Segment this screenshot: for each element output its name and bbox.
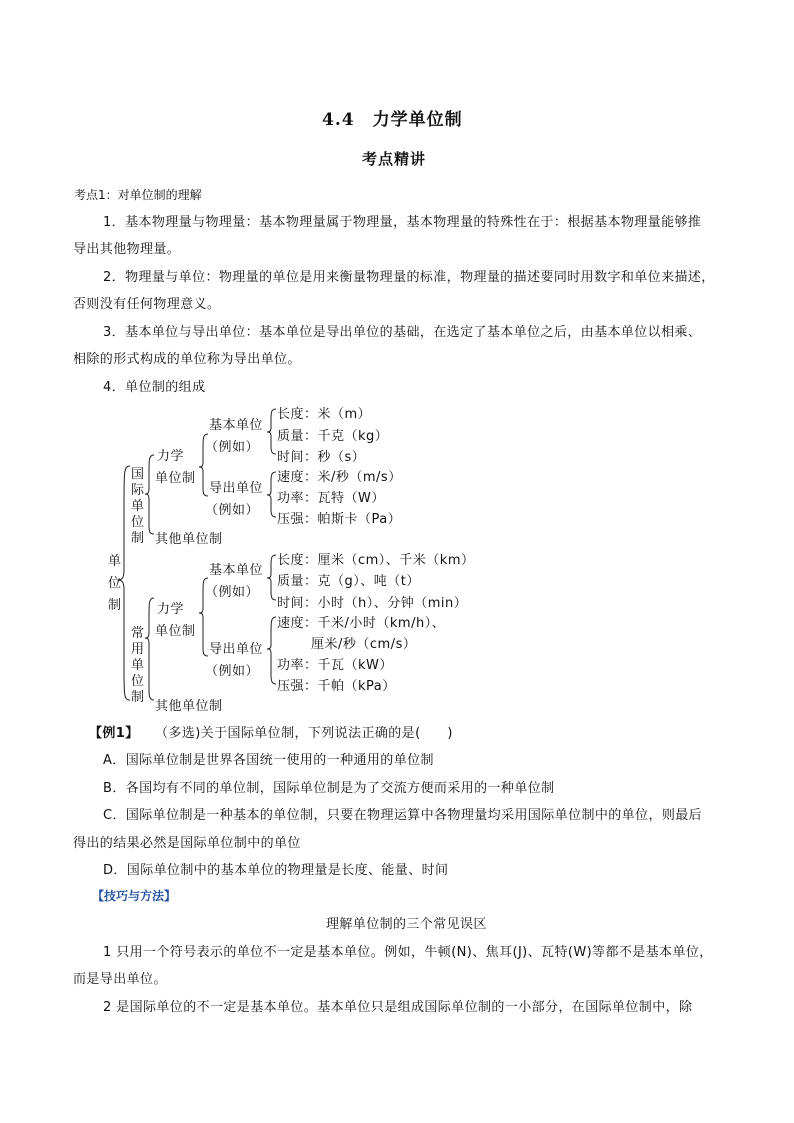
option-a: A．国际单位制是世界各国统一使用的一种通用的单位制 [103, 753, 434, 768]
base-a-item-mass: 质量：千克（kg） [277, 429, 389, 444]
example-label: 【例1】 [89, 726, 139, 741]
tips-line-2: 而是导出单位。 [73, 972, 167, 987]
derived-b-item-pressure: 压强：千帕（kPa） [277, 679, 396, 694]
paragraph-2-line-1: 2．物理量与单位：物理量的单位是用来衡量物理量的标准，物理量的描述要同时用数字和单位来描述， [103, 270, 715, 285]
mech-b-line-1: 力学 [157, 602, 185, 617]
tips-line-3: 2 是国际单位的不一定是基本单位。基本单位只是组成国际单位制的一小部分，在国际单位制中，除 [103, 1000, 693, 1015]
derived-a-item-pressure: 压强：帕斯卡（Pa） [277, 512, 402, 527]
derived-b-line-1: 导出单位 [209, 642, 264, 657]
derived-a-item-power: 功率：瓦特（W） [277, 491, 385, 506]
derived-a-brace [267, 472, 276, 517]
intl-char-5: 制 [131, 531, 145, 546]
derived-b-line-2: （例如） [205, 664, 260, 679]
base-b-line-2: （例如） [205, 585, 260, 600]
paragraph-3-line-2: 相除的形式构成的单位称为导出单位。 [73, 352, 301, 367]
base-b-item-time: 时间：小时（h）、分钟（min） [277, 596, 468, 611]
example-question: （多选)关于国际单位制，下列说法正确的是( ) [155, 726, 453, 741]
point-heading: 考点1：对单位制的理解 [74, 188, 202, 202]
paragraph-1-line-2: 导出其他物理量。 [73, 242, 181, 257]
intl-char-2: 际 [131, 483, 145, 498]
derived-a-line-2: （例如） [205, 503, 260, 518]
paragraph-2-line-2: 否则没有任何物理意义。 [73, 297, 221, 312]
base-a-line-2: （例如） [205, 440, 260, 455]
derived-a-item-velocity: 速度：米/秒（m/s） [277, 470, 402, 485]
mech-a-line-1: 力学 [157, 449, 185, 464]
tips-heading: 【技巧与方法】 [92, 889, 177, 903]
base-b-line-1: 基本单位 [209, 563, 264, 578]
common-char-2: 用 [131, 642, 145, 657]
paragraph-3-line-1: 3．基本单位与导出单位：基本单位是导出单位的基础，在选定了基本单位之后，由基本单位以相乘、 [103, 325, 702, 340]
common-brace [145, 598, 154, 700]
mech-b-line-2: 单位制 [155, 624, 196, 639]
intl-char-1: 国 [131, 467, 145, 482]
paragraph-1-line-1: 1．基本物理量与物理量：基本物理量属于物理量，基本物理量的特殊性在于：根据基本物理量能够推 [103, 215, 702, 230]
section-subtitle: 考点精讲 [362, 150, 427, 168]
other-a: 其他单位制 [155, 532, 223, 547]
other-b: 其他单位制 [155, 699, 223, 714]
common-char-1: 常 [131, 626, 145, 641]
base-b-item-length: 长度：厘米（cm）、千米（km） [277, 553, 475, 568]
option-d: D．国际单位制中的基本单位的物理量是长度、能量、时间 [103, 863, 449, 878]
base-b-brace [267, 555, 276, 600]
common-char-4: 位 [131, 674, 145, 689]
root-char-1: 单 [108, 554, 122, 569]
base-a-item-time: 时间：秒（s） [277, 450, 366, 465]
intl-brace [145, 455, 154, 534]
derived-a-line-1: 导出单位 [209, 481, 264, 496]
intl-char-4: 位 [131, 515, 145, 530]
base-b-item-mass: 质量：克（g）、吨（t） [277, 574, 420, 589]
base-a-item-length: 长度：米（m） [277, 407, 372, 422]
tips-line-1: 1 只用一个符号表示的单位不一定是基本单位。例如，牛顿(N)、焦耳(J)、瓦特(W)等都不是基本单位， [103, 945, 713, 960]
option-c-line-2: 得出的结果必然是国际单位制中的单位 [73, 836, 301, 851]
paragraph-4: 4．单位制的组成 [103, 380, 206, 395]
option-c-line-1: C．国际单位制是一种基本的单位制，只要在物理运算中各物理量均采用国际单位制中的单位，则最后 [103, 808, 703, 823]
mech-a-line-2: 单位制 [155, 471, 196, 486]
option-b: B．各国均有不同的单位制，国际单位制是为了交流方便而采用的一种单位制 [103, 781, 555, 796]
tips-subtitle: 理解单位制的三个常见误区 [326, 917, 487, 932]
common-char-5: 制 [131, 690, 145, 705]
derived-b-item-power: 功率：千瓦（kW） [277, 658, 393, 673]
root-char-2: 位 [108, 576, 122, 591]
derived-b-item-velocity-cont: 厘米/秒（cm/s） [311, 637, 417, 652]
root-char-3: 制 [108, 598, 122, 613]
base-a-line-1: 基本单位 [209, 418, 264, 433]
intl-char-3: 单 [131, 499, 145, 514]
base-a-brace [267, 409, 276, 454]
derived-b-brace [267, 617, 276, 684]
page-title: 4.4 力学单位制 [322, 110, 463, 130]
common-char-3: 单 [131, 658, 145, 673]
derived-b-item-velocity: 速度：千米/小时（km/h）、 [277, 616, 446, 631]
